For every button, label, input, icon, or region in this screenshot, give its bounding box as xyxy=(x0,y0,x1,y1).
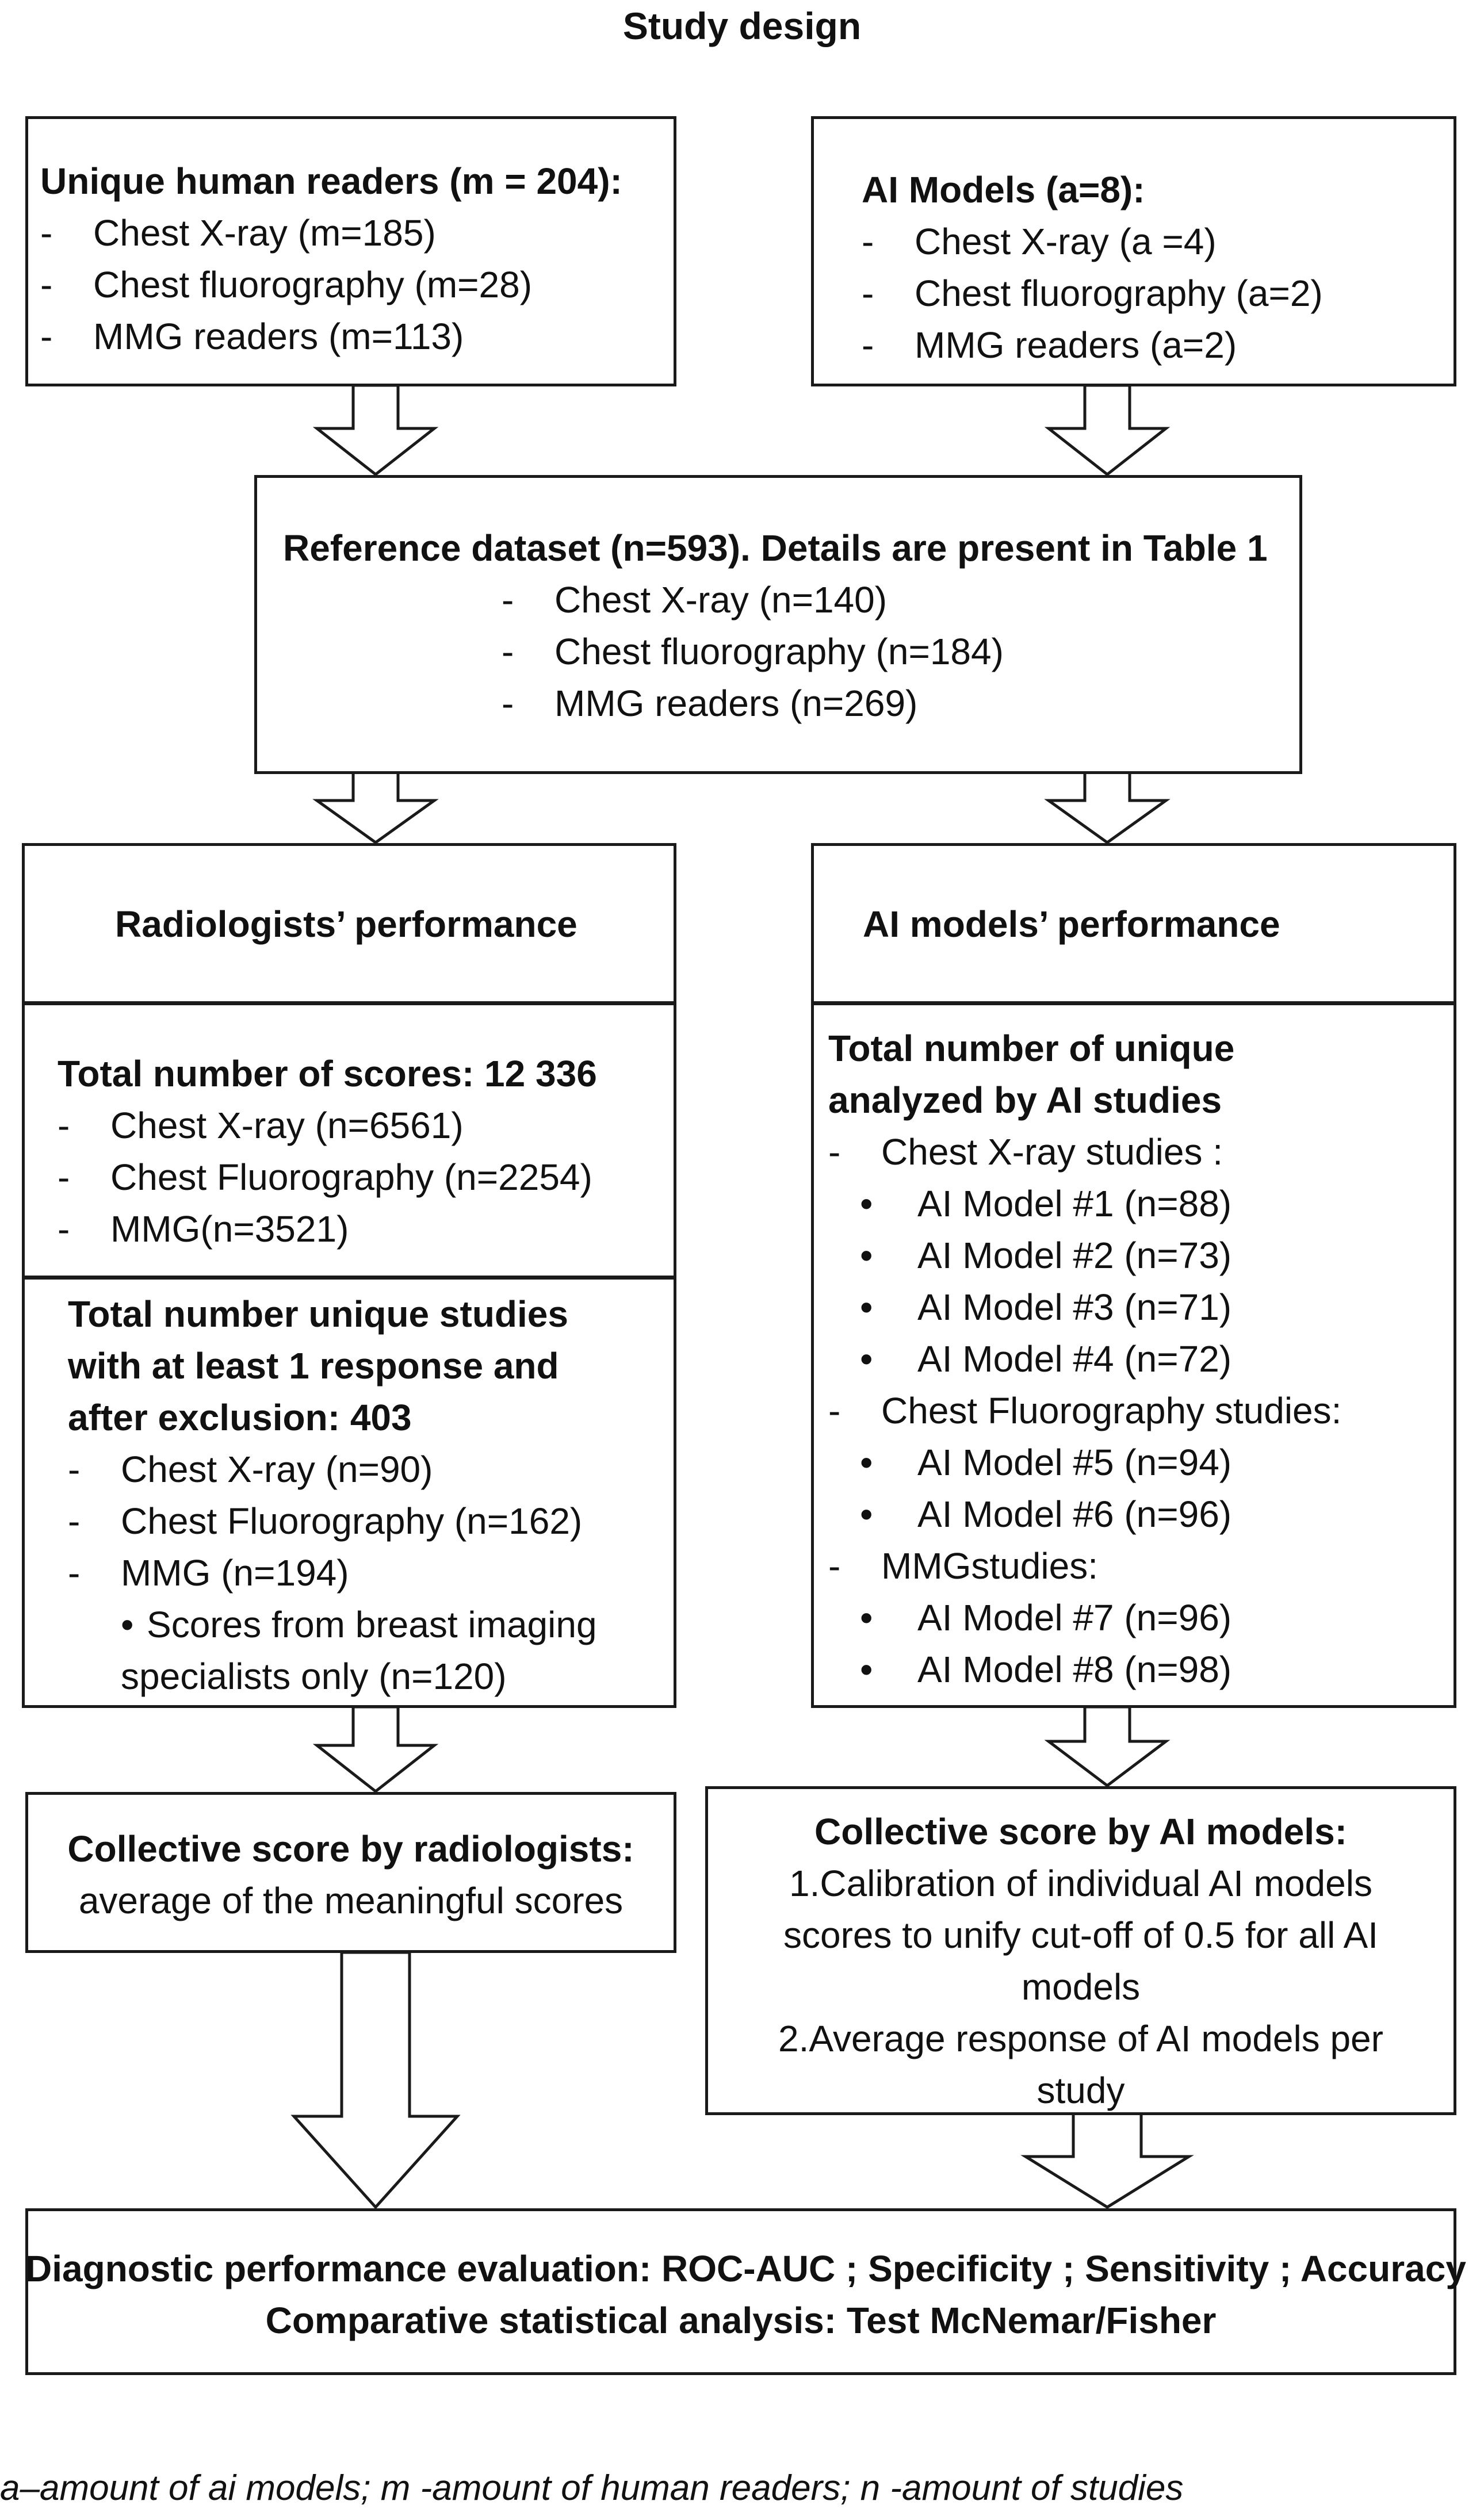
evaluation-line: Diagnostic performance evaluation: ROC-AUC ; Specificity ; Sensitivity ; Accuracy xyxy=(25,2248,1466,2289)
arrow-collective-ai-to-evaluation xyxy=(1026,2113,1189,2207)
human-readers-item: - Chest X-ray (m=185) xyxy=(40,212,436,254)
reference-dataset-item: - Chest fluorography (n=184) xyxy=(502,631,1004,672)
unique-studies-heading: Total number unique studies xyxy=(68,1293,568,1335)
collective-ai-line: 2.Average response of AI models per xyxy=(778,2018,1383,2059)
collective-ai-line: models xyxy=(1021,1966,1141,2008)
collective-ai-content xyxy=(705,1806,1456,2116)
ai-unique-model: • AI Model #3 (n=71) xyxy=(860,1286,1232,1328)
arrow-ai-to-reference xyxy=(1049,385,1166,474)
reference-dataset-item: - MMG readers (n=269) xyxy=(502,683,918,724)
scores-item: - Chest X-ray (n=6561) xyxy=(58,1105,464,1146)
collective-ai-line: scores to unify cut-off of 0.5 for all AI xyxy=(783,1914,1378,1956)
scores-item: - Chest Fluorography (n=2254) xyxy=(58,1156,592,1198)
scores-item: - MMG(n=3521) xyxy=(58,1208,349,1250)
arrow-reference-to-radiologists xyxy=(317,772,434,842)
unique-studies-heading: after exclusion: 403 xyxy=(68,1397,412,1438)
scores-content xyxy=(58,1048,597,1255)
unique-studies-heading: with at least 1 response and xyxy=(68,1345,559,1387)
radiologists-performance-heading: Radiologists’ performance xyxy=(115,903,577,945)
unique-studies-item: - MMG (n=194) xyxy=(68,1552,349,1594)
footnote: a–amount of ai models; m -amount of human readers; n -amount of studies xyxy=(0,2468,1184,2508)
diagram-title: Study design xyxy=(622,5,862,47)
ai-unique-group-label: - Chest Fluorography studies: xyxy=(828,1390,1342,1431)
human-readers-heading: Unique human readers (m = 204): xyxy=(40,160,622,202)
evaluation-line: Comparative statistical analysis: Test McNemar/Fisher xyxy=(265,2300,1217,2341)
ai-performance-heading: AI models’ performance xyxy=(863,903,1280,945)
collective-radiologists-heading: Collective score by radiologists: xyxy=(67,1828,634,1870)
arrow-collective-radiologists-to-evaluation xyxy=(294,1952,457,2207)
unique-studies-item: - Chest Fluorography (n=162) xyxy=(68,1500,583,1542)
collective-radiologists-body: average of the meaningful scores xyxy=(78,1880,624,1921)
ai-unique-heading: Total number of unique xyxy=(828,1028,1235,1069)
collective-ai-heading: Collective score by AI models: xyxy=(814,1811,1347,1852)
ai-models-item: - Chest X-ray (a =4) xyxy=(862,221,1217,262)
reference-dataset-heading: Reference dataset (n=593). Details are present in Table 1 xyxy=(283,527,1268,569)
arrow-reference-to-ai-performance xyxy=(1049,772,1166,842)
ai-unique-model: • AI Model #4 (n=72) xyxy=(860,1338,1232,1380)
arrow-unique-to-collective-radiologists xyxy=(317,1707,434,1791)
human-readers-item: - Chest fluorography (m=28) xyxy=(40,264,533,305)
ai-unique-studies-content xyxy=(828,1022,1341,1695)
unique-studies-subitem: specialists only (n=120) xyxy=(121,1656,507,1697)
ai-unique-model: • AI Model #2 (n=73) xyxy=(860,1235,1232,1276)
ai-unique-group-label: - Chest X-ray studies : xyxy=(828,1131,1223,1173)
human-readers-content xyxy=(40,155,622,362)
reference-dataset-item: - Chest X-ray (n=140) xyxy=(502,579,888,621)
ai-unique-group-label: - MMGstudies: xyxy=(828,1545,1098,1587)
unique-studies-content xyxy=(68,1288,597,1702)
ai-unique-model: • AI Model #5 (n=94) xyxy=(860,1442,1232,1483)
ai-models-heading: AI Models (a=8): xyxy=(862,169,1145,210)
unique-studies-item: - Chest X-ray (n=90) xyxy=(68,1449,433,1490)
unique-studies-subitem: • Scores from breast imaging xyxy=(121,1604,597,1645)
evaluation-content xyxy=(25,2243,1466,2346)
collective-ai-line: study xyxy=(1036,2070,1125,2111)
collective-ai-line: 1.Calibration of individual AI models xyxy=(789,1863,1372,1904)
ai-unique-model: • AI Model #7 (n=96) xyxy=(860,1597,1232,1638)
ai-unique-heading: analyzed by AI studies xyxy=(828,1079,1222,1121)
ai-unique-model: • AI Model #6 (n=96) xyxy=(860,1493,1232,1535)
ai-models-item: - MMG readers (a=2) xyxy=(862,324,1237,366)
ai-models-item: - Chest fluorography (a=2) xyxy=(862,273,1323,314)
ai-models-content xyxy=(862,164,1323,371)
arrow-ai-unique-to-collective-ai xyxy=(1049,1707,1166,1786)
ai-unique-model: • AI Model #8 (n=98) xyxy=(860,1649,1232,1690)
scores-heading: Total number of scores: 12 336 xyxy=(58,1053,597,1094)
human-readers-item: - MMG readers (m=113) xyxy=(40,316,464,357)
arrow-readers-to-reference xyxy=(317,385,434,474)
ai-unique-model: • AI Model #1 (n=88) xyxy=(860,1183,1232,1224)
collective-radiologists-content xyxy=(25,1823,676,1927)
reference-dataset-content xyxy=(283,522,1268,729)
